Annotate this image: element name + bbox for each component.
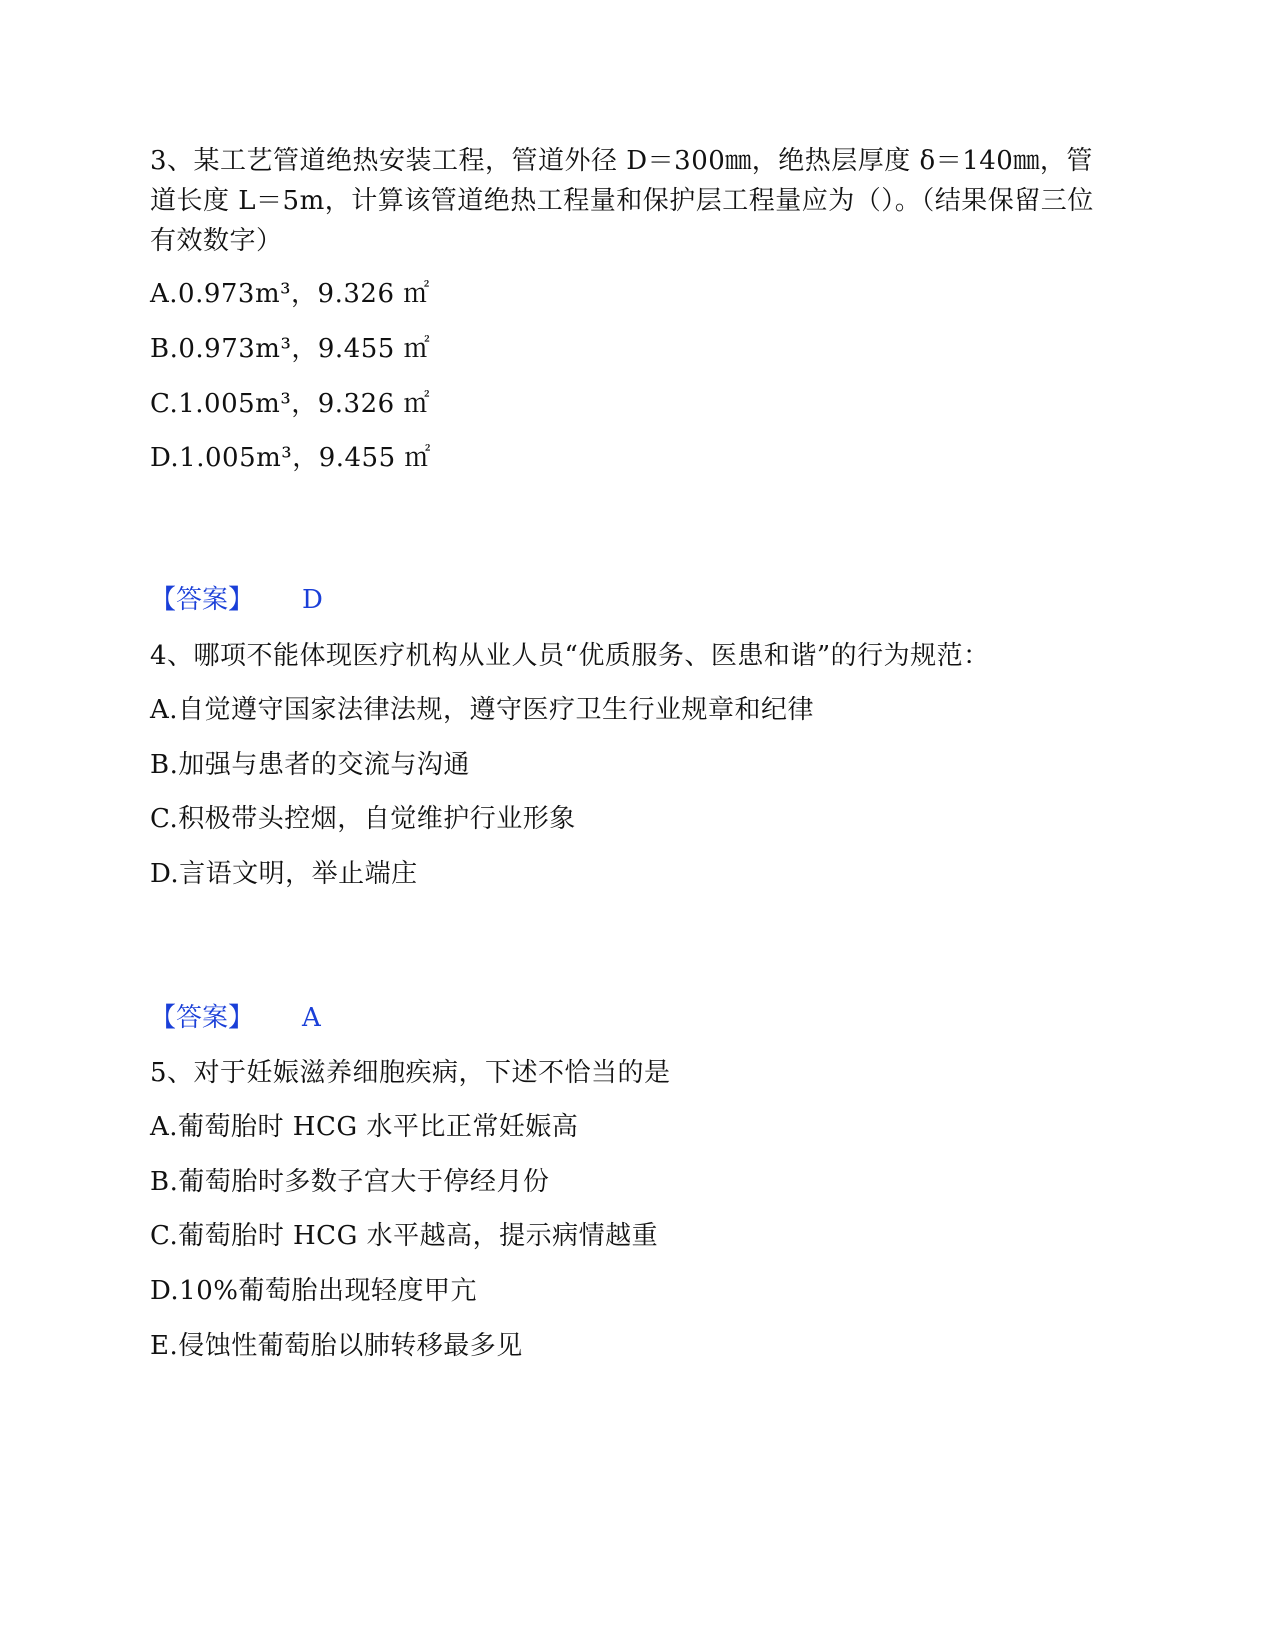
question-3-option-d: D.1.005m³，9.455 ㎡ bbox=[150, 443, 431, 473]
question-5-option-c: C.葡萄胎时 HCG 水平越高，提示病情越重 bbox=[150, 1221, 659, 1251]
answer-value: D bbox=[302, 585, 323, 615]
question-3-option-c: C.1.005m³，9.326 ㎡ bbox=[150, 389, 430, 419]
question-4-option-a: A.自觉遵守国家法律法规，遵守医疗卫生行业规章和纪律 bbox=[150, 695, 815, 725]
question-4-option-b: B.加强与患者的交流与沟通 bbox=[150, 750, 470, 780]
question-5-option-a: A.葡萄胎时 HCG 水平比正常妊娠高 bbox=[150, 1112, 579, 1142]
answer-label: 【答案】 bbox=[150, 585, 255, 615]
question-4-option-c: C.积极带头控烟，自觉维护行业形象 bbox=[150, 804, 576, 834]
question-4-stem: 4、哪项不能体现医疗机构从业人员“优质服务、医患和谐”的行为规范： bbox=[150, 641, 990, 671]
question-4-answer bbox=[150, 1002, 321, 1034]
question-5-option-e: E.侵蚀性葡萄胎以肺转移最多见 bbox=[150, 1331, 523, 1361]
question-3-stem: 3、某工艺管道绝热安装工程，管道外径 D＝300㎜，绝热层厚度 δ＝140㎜，管道长度 L＝5m，计算该管道绝热工程量和保护层工程量应为（）。（结果保留三位有效数字） bbox=[150, 146, 1094, 256]
answer-label: 【答案】 bbox=[150, 1003, 255, 1033]
question-5-stem: 5、对于妊娠滋养细胞疾病，下述不恰当的是 bbox=[150, 1058, 671, 1088]
question-5-option-b: B.葡萄胎时多数子宫大于停经月份 bbox=[150, 1167, 550, 1197]
question-3-option-a: A.0.973m³，9.326 ㎡ bbox=[150, 279, 430, 309]
question-3-answer bbox=[150, 584, 323, 616]
answer-value: A bbox=[302, 1003, 321, 1033]
question-4-option-d: D.言语文明，举止端庄 bbox=[150, 859, 418, 889]
question-5-option-d: D.10%葡萄胎出现轻度甲亢 bbox=[150, 1276, 477, 1306]
question-3-option-b: B.0.973m³，9.455 ㎡ bbox=[150, 334, 431, 364]
